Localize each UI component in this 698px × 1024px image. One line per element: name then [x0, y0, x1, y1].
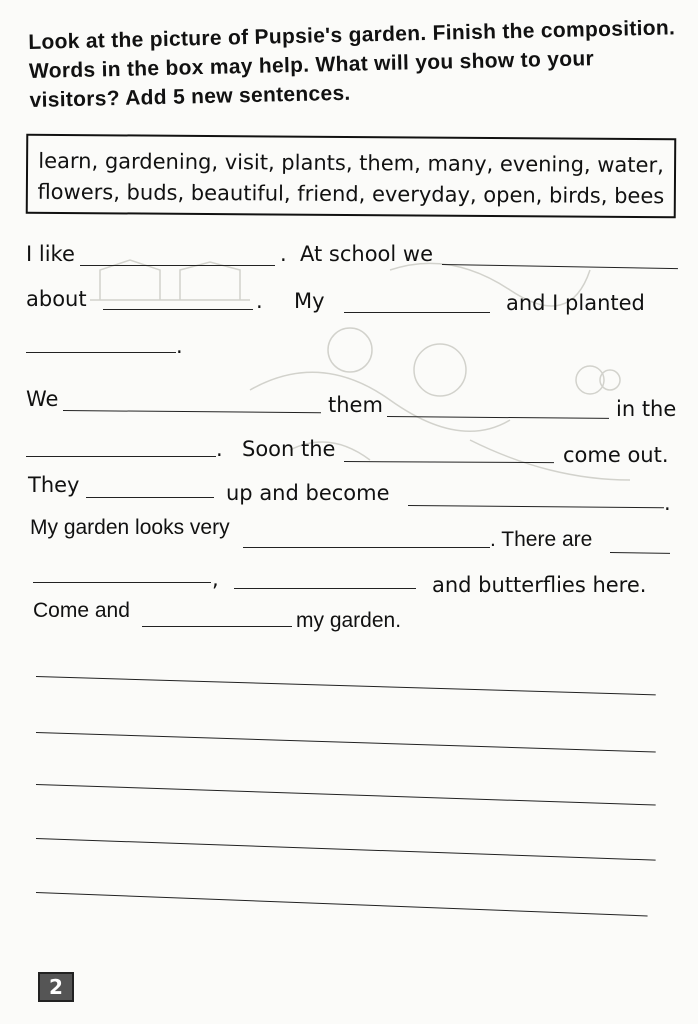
- writing-line-2[interactable]: [36, 732, 656, 752]
- blank-12[interactable]: [243, 547, 490, 548]
- comma: ,: [212, 567, 219, 591]
- blank-1[interactable]: [80, 265, 275, 266]
- page-number: 2: [38, 972, 74, 1002]
- text-come-and: Come and: [33, 599, 130, 622]
- text-my-garden-looks-very: My garden looks very: [30, 516, 230, 539]
- text-about: about: [26, 287, 87, 311]
- text-in-the: in the: [616, 397, 677, 421]
- text-and-i-planted: and I planted: [506, 291, 645, 315]
- blank-14[interactable]: [33, 582, 211, 583]
- text-my-garden: my garden.: [296, 609, 402, 632]
- text-at-school-we: At school we: [300, 242, 434, 266]
- period: .: [664, 491, 671, 515]
- text-up-and-become: up and become: [226, 481, 390, 505]
- blank-4[interactable]: [344, 312, 490, 313]
- period: .: [176, 334, 183, 358]
- blank-8[interactable]: [26, 456, 216, 457]
- writing-line-4[interactable]: [36, 838, 656, 861]
- text-come-out: come out.: [563, 443, 669, 467]
- writing-line-5[interactable]: [36, 892, 648, 916]
- text-we: We: [26, 387, 59, 411]
- text-soon-the: Soon the: [242, 437, 336, 461]
- text-i-like: I like: [26, 242, 75, 266]
- instruction-text: Look at the picture of Pupsie's garden. Finish the composition. Words in the box may help. What will you show to your visitors? Add 5 new sentences.: [28, 16, 676, 112]
- blank-3[interactable]: [103, 309, 253, 310]
- period: .: [280, 242, 287, 266]
- blank-13[interactable]: [610, 552, 670, 554]
- writing-line-1[interactable]: [36, 676, 656, 695]
- word-box-line-1: learn, gardening, visit, plants, them, many, evening, water,: [38, 148, 664, 178]
- period: .: [256, 289, 263, 313]
- period: .: [216, 437, 223, 461]
- word-box: [26, 134, 677, 219]
- writing-line-3[interactable]: [36, 784, 656, 806]
- text-my: My: [294, 289, 325, 313]
- text-them: them: [328, 393, 383, 417]
- blank-5[interactable]: [26, 352, 176, 353]
- garden-illustration: [90, 230, 690, 530]
- blank-16[interactable]: [142, 626, 292, 627]
- text-and-butterflies-here: and butterflies here.: [432, 573, 647, 597]
- word-box-line-2: flowers, buds, beautiful, friend, everyday, open, birds, bees: [37, 179, 665, 209]
- text-they: They: [28, 473, 80, 497]
- blank-10[interactable]: [86, 497, 214, 498]
- text-there-are: . There are: [490, 528, 593, 551]
- blank-15[interactable]: [234, 588, 416, 589]
